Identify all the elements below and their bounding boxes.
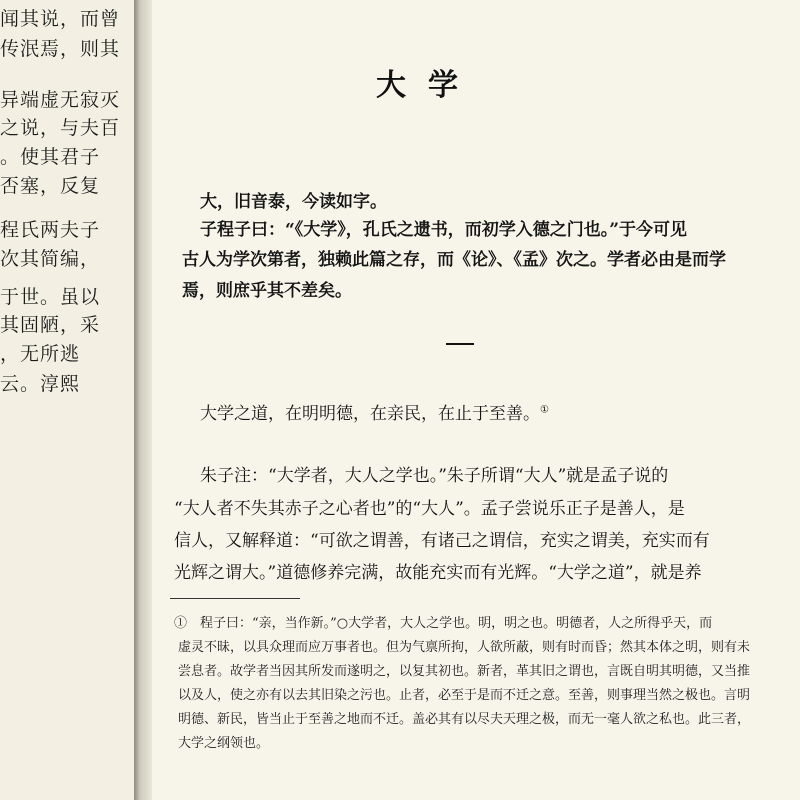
left-text-line: 传泯焉，则其 [0,38,121,60]
left-text-line: 异端虚无寂灭 [0,89,121,111]
left-text-line: 于世。虽以 [0,286,101,308]
commentary-line: “大人者不失其赤子之心者也”的“大人”。孟子尝说乐正子是善人，是 [174,499,685,519]
footnote-line: 虚灵不昧，以具众理而应万事者也。但为气禀所拘，人欲所蔽，则有时而昏；然其本体之明，则有未 [178,640,751,655]
commentary-line: 朱子注：“大学者，大人之学也。”朱子所谓“大人”就是孟子说的 [200,466,669,486]
classic-text-content: 大学之道，在明明德，在亲民，在止于至善。 [200,404,540,424]
footnote-marker: ① [540,404,549,416]
commentary-line: 光辉之谓大。”道德修养完满，故能充实而有光辉。“大学之道”，就是养 [174,563,702,583]
footnote-line: 明德、新民，皆当止于至善之地而不迁。盖必其有以尽夫天理之极，而无一毫人欲之私也。此三者， [178,712,751,727]
intro-line: 子程子曰：“《大学》，孔氏之遗书，而初学入德之门也。”于今可见 [200,220,688,240]
left-text-line: 之说，与夫百 [0,117,121,139]
left-text-line: 其固陋，采 [0,314,101,336]
footnote-line: 尝息者。故学者当因其所发而遂明之，以复其初也。新者，革其旧之谓也，言既自明其明德，又当推 [178,664,751,679]
left-text-line: 云。淳熙 [0,373,81,395]
right-page [152,0,800,800]
classic-text [200,399,549,424]
left-text-line: 否塞，反复 [0,175,101,197]
footnote-line: 以及人，使之亦有以去其旧染之污也。止者，必至于是而不迁之意。至善，则事理当然之极也。言明 [178,688,751,703]
section-number [446,343,474,345]
intro-line: 大，旧音泰，今读如字。 [200,192,387,212]
footnote-divider [170,598,300,599]
left-text-line: 次其简编， [0,248,101,270]
book-gutter [134,0,152,800]
left-text-line: 。使其君子 [0,146,101,168]
left-text-line: 程氏两夫子 [0,219,101,241]
commentary-line: 信人，又解释道：“可欲之谓善，有诸己之谓信，充实之谓美，充实而有 [174,531,710,551]
left-page [0,0,134,800]
page-title: 大学 [376,68,480,103]
intro-line: 古人为学次第者，独赖此篇之存，而《论》、《孟》次之。学者必由是而学 [182,250,726,270]
footnote-line: ① 程子曰：“亲，当作新。”○大学者，大人之学也。明，明之也。明德者，人之所得乎天，而 [174,616,713,631]
footnote-line: 大学之纲领也。 [178,736,270,751]
left-text-line: 闻其说，而曾 [0,8,121,30]
left-text-line: ，无所逃 [0,343,81,365]
intro-line: 焉，则庶乎其不差矣。 [182,281,352,301]
